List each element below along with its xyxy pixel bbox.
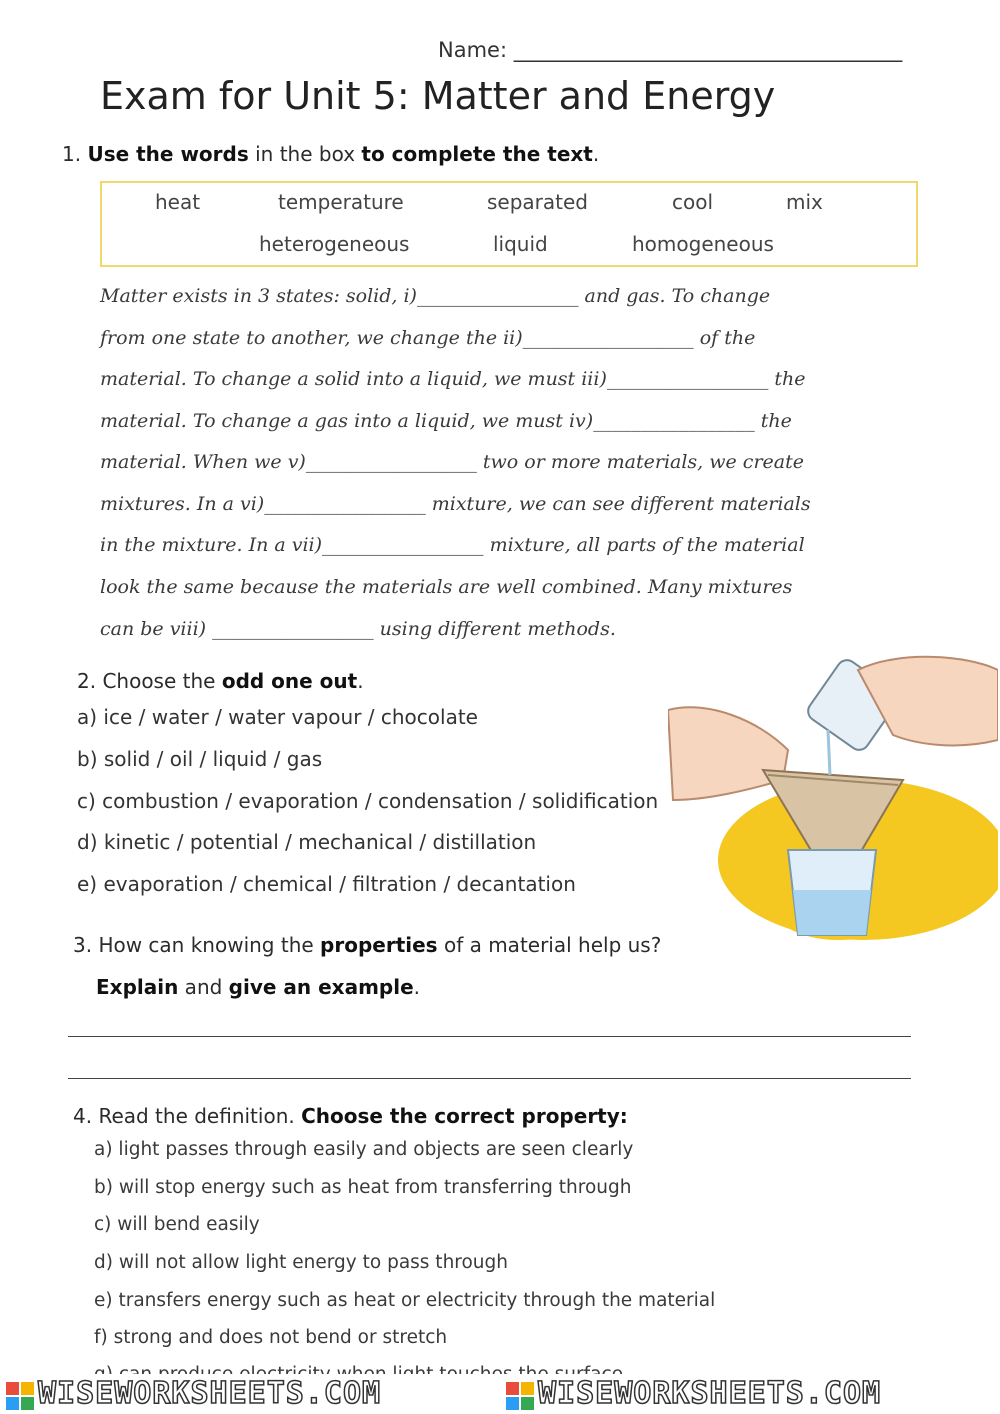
question-1-heading [62,142,599,166]
definition-item: a) light passes through easily and objects are seen clearly [94,1139,634,1160]
left-arm [668,707,788,800]
q3-and: and [178,975,229,999]
q1-period: . [592,142,600,166]
passage-line[interactable]: material. To change a solid into a liquid, we must iii)_________________ the [100,368,806,390]
q3-text-2: of a material help us? [437,933,662,957]
q1-bold-instruction: Use the words [87,142,249,166]
q2-bold: odd one out [221,669,358,693]
brand-watermark: WISEWORKSHEETS.COM [38,1376,382,1411]
answer-line[interactable] [68,1078,911,1079]
water-stream [828,730,830,775]
word-cool: cool [672,190,714,214]
odd-one-out-option[interactable]: d) kinetic / potential / mechanical / distillation [77,830,537,854]
watermark-footer [0,1374,1000,1414]
passage-line[interactable]: Matter exists in 3 states: solid, i)_________________ and gas. To change [100,285,771,307]
word-mix: mix [786,190,823,214]
odd-one-out-option[interactable]: c) combustion / evaporation / condensation / solidification [77,789,659,813]
passage-line[interactable]: material. To change a gas into a liquid, we must iv)_________________ the [100,410,792,432]
question-2-heading [77,669,364,693]
word-box [100,181,918,267]
passage-line[interactable]: can be viii) _________________ using different methods. [100,618,616,640]
right-hand [858,657,998,746]
word-temperature: temperature [278,190,404,214]
word-separated: separated [487,190,588,214]
passage-line[interactable]: look the same because the materials are well combined. Many mixtures [100,576,793,598]
passage-line[interactable]: material. When we v)__________________ two or more materials, we create [100,451,804,473]
passage-line[interactable]: from one state to another, we change the ii)__________________ of the [100,327,756,349]
definition-item: b) will stop energy such as heat from transferring through [94,1177,632,1198]
definition-item: f) strong and does not bend or stretch [94,1327,448,1348]
q4-bold: Choose the correct property: [301,1104,628,1128]
answer-line[interactable] [68,1036,911,1037]
word-heat: heat [155,190,201,214]
q4-text: 4. Read the definition. [73,1104,302,1128]
word-liquid: liquid [493,232,548,256]
brand-logo-icon [6,1382,34,1410]
question-3-heading [73,933,661,957]
q3-bold: properties [320,933,438,957]
q3-bold-explain: Explain [96,975,179,999]
q3-period: . [413,975,421,999]
word-heterogeneous: heterogeneous [259,232,410,256]
odd-one-out-option[interactable]: b) solid / oil / liquid / gas [77,747,323,771]
q3-bold-example: give an example [228,975,414,999]
q3-text: 3. How can knowing the [73,933,321,957]
passage-line[interactable]: mixtures. In a vi)_________________ mixture, we can see different materials [100,493,811,515]
question-3-instruction [96,975,420,999]
definition-item: e) transfers energy such as heat or electricity through the material [94,1290,716,1311]
page-title: Exam for Unit 5: Matter and Energy [100,74,776,118]
passage-line[interactable]: in the mixture. In a vii)_________________ mixture, all parts of the material [100,534,805,556]
filtered-water [793,890,871,935]
definition-item: c) will bend easily [94,1214,260,1235]
name-field-label[interactable]: Name: _____________________________________ [438,38,903,62]
filtration-illustration [668,650,998,950]
question-number: 1. [62,142,82,166]
q1-bold-instruction-2: to complete the text [361,142,593,166]
q2-period: . [357,669,364,693]
word-homogeneous: homogeneous [632,232,774,256]
q1-text: in the box [248,142,362,166]
definition-item: d) will not allow light energy to pass through [94,1252,509,1273]
brand-watermark: WISEWORKSHEETS.COM [538,1376,882,1411]
odd-one-out-option[interactable]: e) evaporation / chemical / filtration / decantation [77,872,576,896]
question-4-heading [73,1104,628,1128]
odd-one-out-option[interactable]: a) ice / water / water vapour / chocolate [77,705,478,729]
q2-text: 2. Choose the [77,669,222,693]
brand-logo-icon [506,1382,534,1410]
